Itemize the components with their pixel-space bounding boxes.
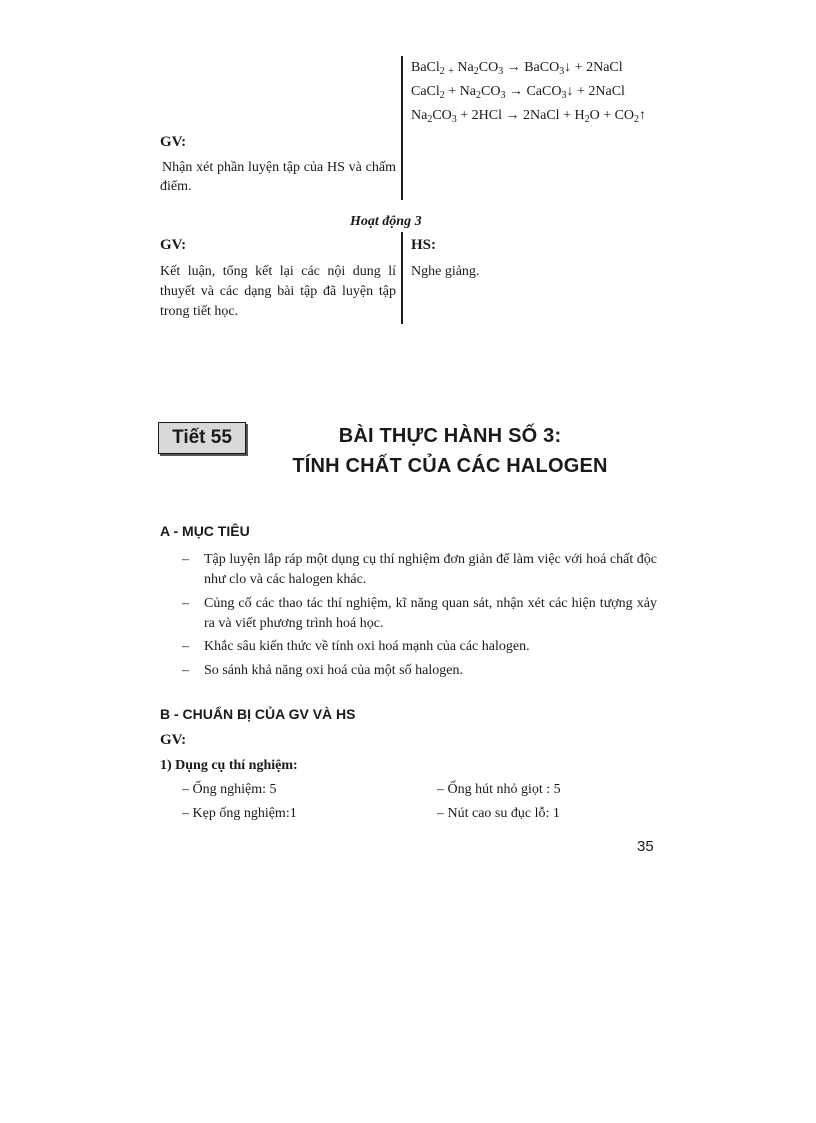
equipment-item-4: – Nút cao su đục lỗ: 1	[437, 806, 560, 821]
objective-item-2	[182, 594, 657, 634]
lesson-title-line1: BÀI THỰC HÀNH SỐ 3:	[338, 425, 562, 447]
objective-text: Tập luyện lắp ráp một dụng cụ thí nghiệm đơn giản để làm việc với hoá chất độc như clo và các halogen khác.	[204, 552, 657, 587]
table-divider-top	[401, 56, 403, 200]
table-divider-activity3	[401, 232, 403, 324]
equation-2: CaCl$_2$ + $Na_2CO_3$ → CaCO$_3$↓ + 2NaCl	[411, 84, 625, 101]
equation-3: $Na_2CO_3 + 2HCl$ → 2NaCl + $H_2O$ + $CO_2↑$	[411, 108, 647, 125]
equation-1: BaCl$_2$ $_+$ $Na_2CO_3$ → BaCO$_3$↓ + 2NaCl	[411, 60, 623, 77]
equipment-subheading: 1) Dụng cụ thí nghiệm:	[160, 758, 298, 773]
hs-text-activity3: Nghe giảng.	[411, 264, 480, 279]
objective-text: Khắc sâu kiến thức về tính oxi hoá mạnh của các halogen.	[204, 639, 530, 654]
dash-icon: –	[182, 663, 189, 678]
equipment-item-2: – Ống hút nhỏ giọt : 5	[437, 782, 561, 797]
objective-text: Củng cố các thao tác thí nghiệm, kĩ năng quan sát, nhận xét các hiện tượng xảy ra và viết phương trình hoá học.	[204, 596, 657, 631]
equipment-item-1: – Ống nghiệm: 5	[182, 782, 277, 797]
section-b-heading: B - CHUẨN BỊ CỦA GV VÀ HS	[160, 706, 356, 722]
lesson-badge: Tiết 55	[158, 422, 246, 454]
page-number: 35	[637, 838, 654, 855]
objective-item-1	[182, 550, 657, 590]
objective-item-3	[182, 637, 657, 657]
gv-text-top: Nhận xét phần luyện tập của HS và chấm điểm.	[160, 160, 396, 194]
gv-label-activity3: GV:	[160, 237, 187, 253]
dash-icon: –	[182, 596, 189, 611]
dash-icon: –	[182, 639, 189, 654]
gv-text-activity3: Kết luận, tổng kết lại các nội dung lí thuyết và các dạng bài tập đã luyện tập trong tiết học.	[160, 264, 396, 319]
gv-label-top: GV:	[160, 134, 187, 150]
hs-label-activity3: HS:	[411, 237, 437, 253]
dash-icon: –	[182, 552, 189, 567]
section-a-heading: A - MỤC TIÊU	[160, 523, 250, 539]
activity-heading: Hoạt động 3	[350, 214, 422, 229]
gv-label-section-b: GV:	[160, 732, 187, 748]
lesson-title-line2: TÍNH CHẤT CỦA CÁC HALOGEN	[292, 455, 608, 477]
objective-text: So sánh khả năng oxi hoá của một số halogen.	[204, 663, 463, 678]
objective-item-4	[182, 661, 657, 681]
equipment-item-3: – Kẹp ống nghiệm:1	[182, 806, 297, 821]
